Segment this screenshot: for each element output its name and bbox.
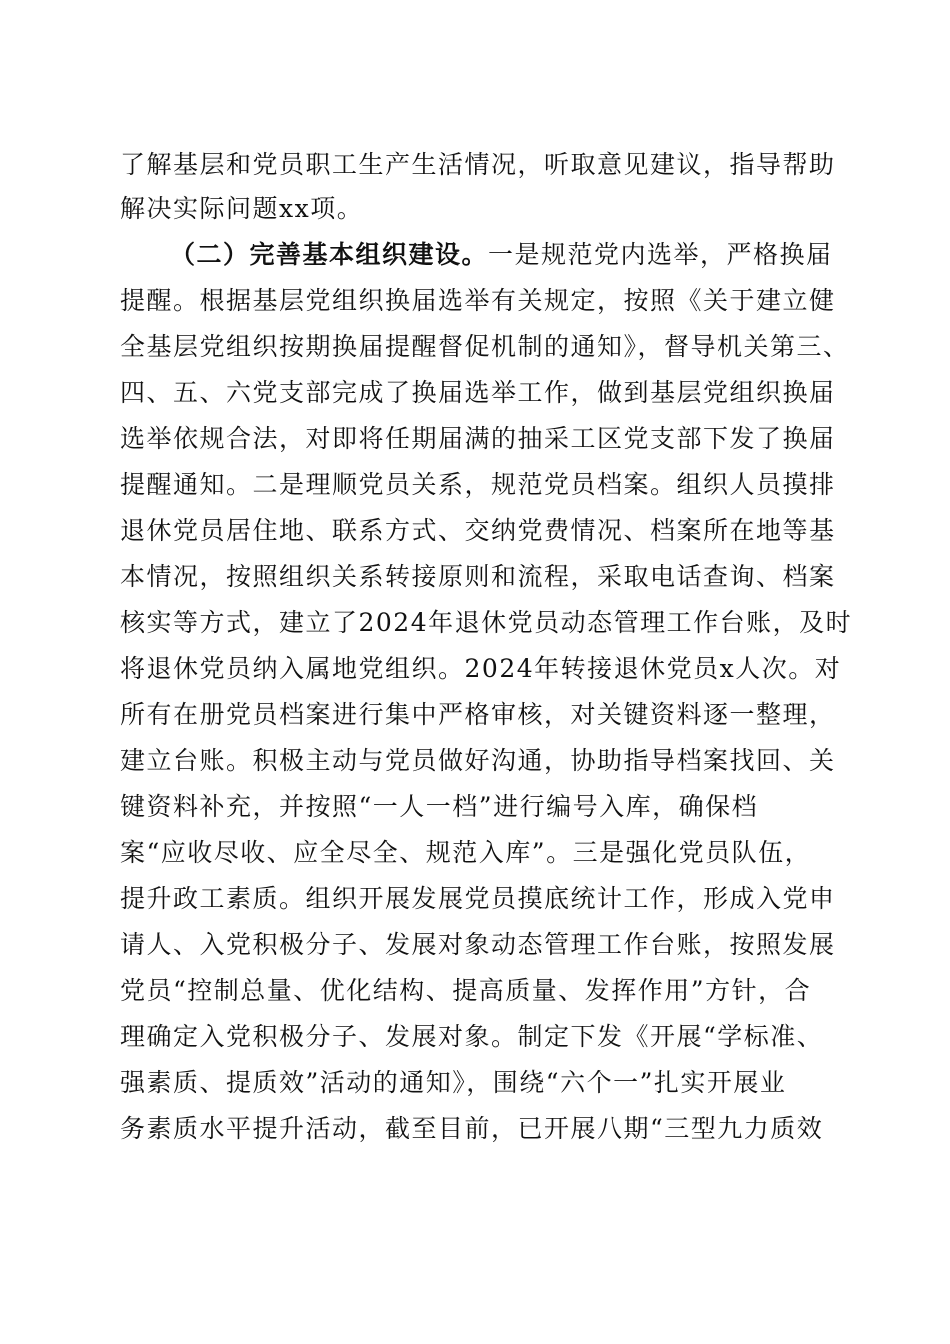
text-line: 退休党员居住地、联系方式、交纳党费情况、档案所在地等基 xyxy=(120,516,836,545)
text-line: 提醒通知。二是理顺党员关系，规范党员档案。组织人员摸排 xyxy=(120,470,836,499)
text-line: 解决实际问题xx项。 xyxy=(120,194,364,223)
text-line: 请人、入党积极分子、发展对象动态管理工作台账，按照发展 xyxy=(120,930,836,959)
text-line: 了解基层和党员职工生产生活情况，听取意见建议，指导帮助 xyxy=(120,150,836,179)
text-line: 本情况，按照组织关系转接原则和流程，采取电话查询、档案 xyxy=(120,562,836,591)
text-line: 所有在册党员档案进行集中严格审核，对关键资料逐一整理， xyxy=(120,700,836,729)
text-line: 案“应收尽收、应全尽全、规范入库”。三是强化党员队伍， xyxy=(120,838,812,867)
text-line: 全基层党组织按期换届提醒督促机制的通知》，督导机关第三、 xyxy=(120,332,850,361)
text-line: 强素质、提质效”活动的通知》，围绕“六个一”扎实开展业 xyxy=(120,1068,787,1097)
text-line: 核实等方式，建立了2024年退休党员动态管理工作台账，及时 xyxy=(120,608,853,637)
text-line: 键资料补充，并按照“一人一档”进行编号入库，确保档 xyxy=(120,792,759,821)
text-line: 提升政工素质。组织开展发展党员摸底统计工作，形成入党申 xyxy=(120,884,836,913)
text-line: 务素质水平提升活动，截至目前，已开展八期“三型九力质效 xyxy=(120,1114,824,1143)
section-heading: （二）完善基本组织建设。 xyxy=(170,240,489,269)
text-line: 党员“控制总量、优化结构、提高质量、发挥作用”方针，合 xyxy=(120,976,812,1005)
text-line: 建立台账。积极主动与党员做好沟通，协助指导档案找回、关 xyxy=(120,746,836,775)
text-segment: 一是规范党内选举，严格换届 xyxy=(488,240,833,269)
text-line: 理确定入党积极分子、发展对象。制定下发《开展“学标准、 xyxy=(120,1022,824,1051)
paragraph-line xyxy=(170,238,890,272)
text-line: 提醒。根据基层党组织换届选举有关规定，按照《关于建立健 xyxy=(120,286,836,315)
text-line: 将退休党员纳入属地党组织。2024年转接退休党员x人次。对 xyxy=(120,654,842,683)
text-line: 四、五、六党支部完成了换届选举工作，做到基层党组织换届 xyxy=(120,378,836,407)
text-line: 选举依规合法，对即将任期届满的抽采工区党支部下发了换届 xyxy=(120,424,836,453)
